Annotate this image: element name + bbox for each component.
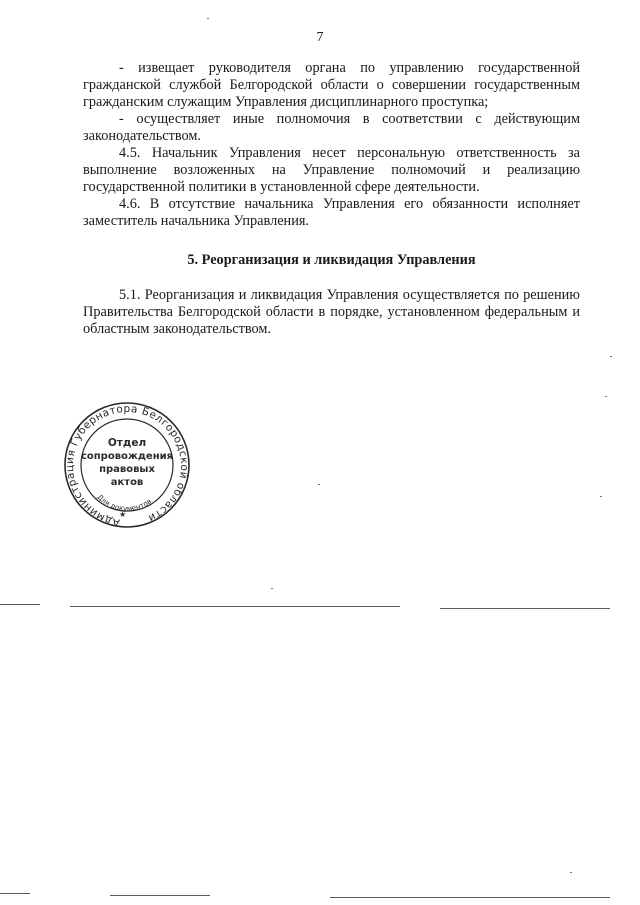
paragraph-5-1: 5.1. Реорганизация и ликвидация Управления осуществляется по решению Правительства Белгородской области в порядке, установленном федеральным и областным законодательством.: [83, 287, 580, 337]
page-number: 7: [316, 30, 324, 45]
stamp-center-line-2: сопровождения: [80, 451, 174, 462]
scan-artifact-speck: [605, 396, 607, 397]
stamp-seal-graphic: [62, 402, 192, 528]
paragraph-other-powers: - осуществляет иные полномочия в соответствии с действующим законодательством.: [83, 111, 580, 144]
scan-artifact-line: [330, 897, 610, 898]
paragraph-4-6: 4.6. В отсутствие начальника Управления его обязанности исполняет заместитель начальника Управления.: [83, 196, 580, 229]
stamp-star-icon: ★: [119, 510, 127, 519]
stamp-center-line-3: правовых: [99, 464, 155, 475]
scan-artifact-speck: [318, 484, 320, 485]
scan-artifact-line: [440, 608, 610, 609]
scan-artifact-line: [110, 895, 210, 896]
scan-artifact-line: [0, 604, 40, 605]
stamp-ring-text: Администрация Губернатора Белгородской области: [63, 402, 191, 529]
scan-artifact-speck: [570, 872, 572, 873]
stamp-bottom-text: Для документов: [95, 492, 154, 513]
scan-artifact-speck: [610, 356, 612, 357]
scan-artifact-speck: [600, 496, 602, 497]
stamp-center-line-1: Отдел: [107, 437, 147, 449]
paragraph-notify-head: - извещает руководителя органа по управлению государственной гражданской службой Белгородской области о совершении государственным гражданским служащим Управления дисциплинарного проступка;: [83, 60, 580, 110]
body-text-section5: [83, 287, 580, 338]
section-heading: 5. Реорганизация и ликвидация Управления: [187, 252, 476, 268]
scan-artifact-line: [70, 606, 400, 607]
scan-artifact-speck: [271, 588, 273, 589]
body-text-top: [83, 60, 580, 230]
scan-artifact-line: [0, 893, 30, 894]
stamp-center-line-4: актов: [110, 477, 144, 488]
scan-artifact-speck: [207, 18, 209, 19]
paragraph-4-5: 4.5. Начальник Управления несет персональную ответственность за выполнение возложенных на Управление полномочий и реализацию государственной политики в установленной сфере деятельности.: [83, 145, 580, 195]
official-stamp: [62, 402, 192, 528]
